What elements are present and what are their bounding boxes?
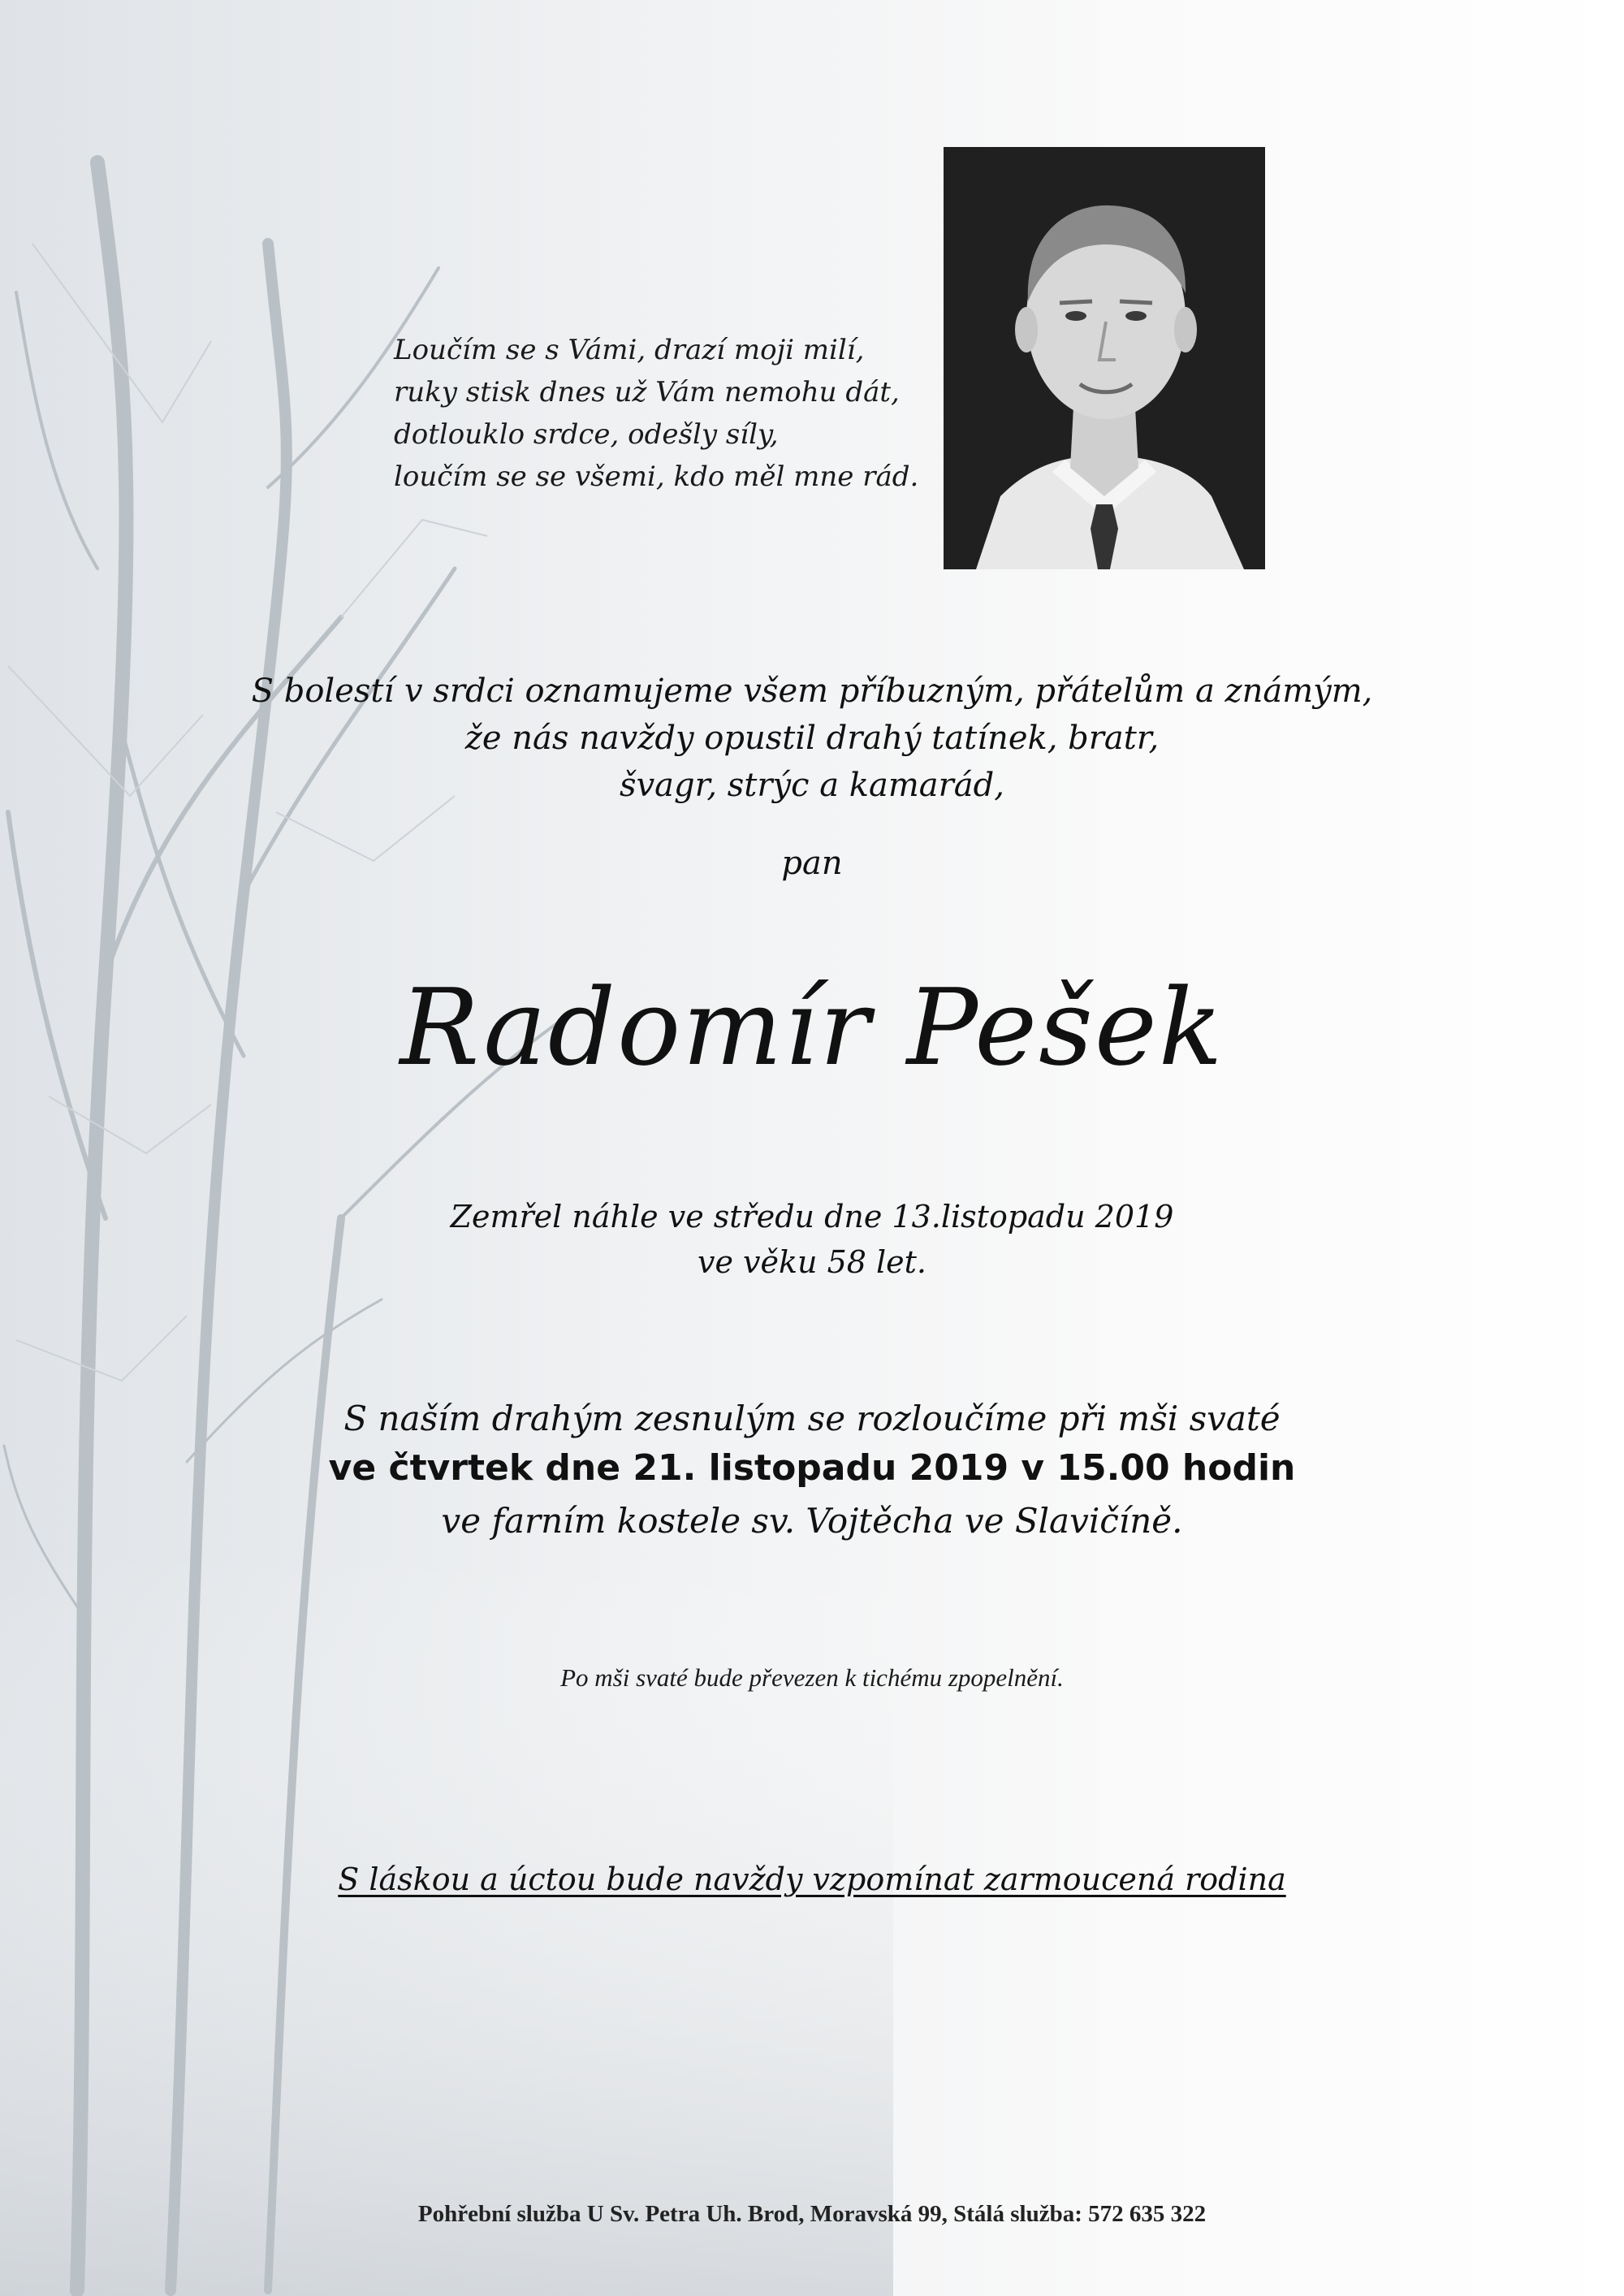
farewell-poem [394,329,919,498]
honorific: pan [781,845,843,882]
death-age: ve věku 58 let. [698,1244,926,1280]
cremation-note: Po mši svaté bude převezen k tichému zpopelnění. [560,1663,1064,1692]
portrait-photo [944,147,1265,569]
announcement-line: S bolestí v srdci oznamujeme všem příbuzným, přátelům a známým, [251,672,1373,710]
family-signature [0,1861,1624,1897]
funeral-location: ve farním kostele sv. Vojtěcha ve Slavičíně. [441,1501,1183,1541]
funeral-intro: S naším drahým zesnulým se rozloučíme při mši svaté [343,1399,1281,1438]
announcement-line: švagr, strýc a kamarád, [620,767,1004,804]
death-info [0,1194,1624,1285]
announcement-line: že nás navždy opustil drahý tatínek, bratr, [464,720,1160,757]
announcement-text [0,668,1624,809]
death-line: Zemřel náhle ve středu dne 13.listopadu 2019 [450,1199,1174,1234]
signature-text: S láskou a úctou bude navždy vzpomínat zarmoucená rodina [338,1861,1286,1897]
deceased-name: Radomír Pešek [400,966,1224,1089]
poem-line: ruky stisk dnes už Vám nemohu dát, [394,376,900,409]
poem-line: dotlouklo srdce, odešly síly, [394,418,779,451]
poem-line: loučím se se všemi, kdo měl mne rád. [394,460,919,493]
funeral-datetime: ve čtvrtek dne 21. listopadu 2019 v 15.00 hodin [328,1447,1296,1489]
funeral-service-footer: Pohřební služba U Sv. Petra Uh. Brod, Moravská 99, Stálá služba: 572 635 322 [417,2201,1207,2227]
poem-line: Loučím se s Vámi, drazí moji milí, [394,334,865,366]
